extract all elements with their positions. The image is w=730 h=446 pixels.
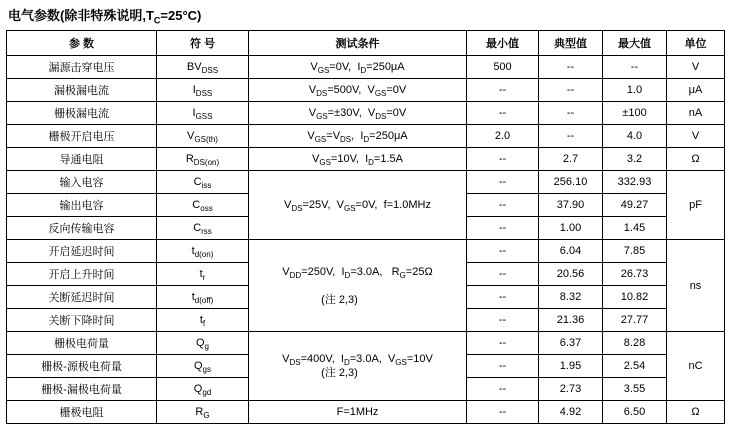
param-symbol: $Q_g$ — [157, 332, 249, 355]
param-symbol: $t_{d(on)}$ — [157, 240, 249, 263]
param-min: -- — [467, 309, 539, 332]
param-condition: F=1MHz — [249, 401, 467, 424]
param-name: 栅极电荷量 — [7, 332, 157, 355]
param-min: -- — [467, 79, 539, 102]
param-max: 8.28 — [603, 332, 667, 355]
param-typ: -- — [539, 79, 603, 102]
param-name: 栅极-漏极电荷量 — [7, 378, 157, 401]
param-min: -- — [467, 194, 539, 217]
param-min: -- — [467, 263, 539, 286]
param-max: 1.0 — [603, 79, 667, 102]
param-name: 栅极开启电压 — [7, 125, 157, 148]
param-max: 2.54 — [603, 355, 667, 378]
param-name: 反向传输电容 — [7, 217, 157, 240]
param-symbol: $Q_{gd}$ — [157, 378, 249, 401]
param-unit: Ω — [667, 401, 725, 424]
page-title — [8, 8, 724, 24]
page-title-subscript: C — [153, 15, 161, 26]
gate-charge-condition-note: (注 2,3) — [321, 367, 358, 379]
col-header-param: 参 数 — [7, 31, 157, 56]
param-symbol: $t_r$ — [157, 263, 249, 286]
param-name: 开启延迟时间 — [7, 240, 157, 263]
param-typ: 21.36 — [539, 309, 603, 332]
param-typ: 6.37 — [539, 332, 603, 355]
param-name: 栅极电阻 — [7, 401, 157, 424]
param-name: 开启上升时间 — [7, 263, 157, 286]
switching-condition: $V_{DD}=250V$, $I_D=3.0A$, $R_G=25\Omega$ (注 2,3) — [249, 240, 467, 332]
param-min: -- — [467, 332, 539, 355]
param-max: -- — [603, 56, 667, 79]
param-typ: 37.90 — [539, 194, 603, 217]
param-typ: 4.92 — [539, 401, 603, 424]
param-symbol: $I_{GSS}$ — [157, 102, 249, 125]
param-min: -- — [467, 378, 539, 401]
param-max: ±100 — [603, 102, 667, 125]
param-typ: 256.10 — [539, 171, 603, 194]
param-name: 漏源击穿电压 — [7, 56, 157, 79]
param-max: 10.82 — [603, 286, 667, 309]
capacitance-condition: $V_{DS}=25V$, $V_{GS}=0V$, f=1.0MHz — [249, 171, 467, 240]
switching-unit: ns — [667, 240, 725, 332]
electrical-parameters-table — [6, 30, 725, 424]
table-header-row — [7, 31, 725, 56]
param-min: -- — [467, 148, 539, 171]
param-unit: V — [667, 56, 725, 79]
param-min: -- — [467, 240, 539, 263]
table-row — [7, 148, 725, 171]
param-symbol: $t_f$ — [157, 309, 249, 332]
col-header-symbol: 符 号 — [157, 31, 249, 56]
param-symbol: $C_{rss}$ — [157, 217, 249, 240]
table-row — [7, 56, 725, 79]
param-condition: $V_{GS}=0V$, $I_D=250\mu A$ — [249, 56, 467, 79]
table-row — [7, 125, 725, 148]
param-name: 关断下降时间 — [7, 309, 157, 332]
param-unit: μA — [667, 79, 725, 102]
param-name: 输入电容 — [7, 171, 157, 194]
param-symbol: $Q_{gs}$ — [157, 355, 249, 378]
table-row — [7, 332, 725, 355]
param-typ: -- — [539, 125, 603, 148]
param-max: 49.27 — [603, 194, 667, 217]
col-header-condition: 测试条件 — [249, 31, 467, 56]
param-name: 栅极漏电流 — [7, 102, 157, 125]
param-unit: Ω — [667, 148, 725, 171]
param-symbol: $R_{DS(on)}$ — [157, 148, 249, 171]
param-name: 栅极-源极电荷量 — [7, 355, 157, 378]
param-condition: $V_{GS}=V_{DS}$, $I_D=250\mu A$ — [249, 125, 467, 148]
param-max: 3.55 — [603, 378, 667, 401]
param-typ: 2.73 — [539, 378, 603, 401]
param-min: -- — [467, 171, 539, 194]
param-typ: -- — [539, 56, 603, 79]
table-row — [7, 171, 725, 194]
param-unit: V — [667, 125, 725, 148]
table-row — [7, 240, 725, 263]
switching-condition-note: (注 2,3) — [321, 293, 358, 306]
param-max: 3.2 — [603, 148, 667, 171]
param-typ: 6.04 — [539, 240, 603, 263]
param-typ: 1.00 — [539, 217, 603, 240]
table-row — [7, 401, 725, 424]
param-condition: $V_{DS}=500V$, $V_{GS}=0V$ — [249, 79, 467, 102]
param-min: -- — [467, 102, 539, 125]
param-symbol: $C_{iss}$ — [157, 171, 249, 194]
param-max: 1.45 — [603, 217, 667, 240]
param-max: 26.73 — [603, 263, 667, 286]
page-title-suffix: =25°C) — [160, 8, 202, 23]
param-condition: $V_{GS}=10V$, $I_D=1.5A$ — [249, 148, 467, 171]
param-max: 6.50 — [603, 401, 667, 424]
param-max: 4.0 — [603, 125, 667, 148]
param-min: 2.0 — [467, 125, 539, 148]
param-max: 7.85 — [603, 240, 667, 263]
param-typ: -- — [539, 102, 603, 125]
param-name: 导通电阻 — [7, 148, 157, 171]
param-symbol: $I_{DSS}$ — [157, 79, 249, 102]
param-min: -- — [467, 355, 539, 378]
param-name: 漏极漏电流 — [7, 79, 157, 102]
param-min: -- — [467, 217, 539, 240]
param-typ: 8.32 — [539, 286, 603, 309]
param-min: -- — [467, 401, 539, 424]
table-row — [7, 102, 725, 125]
col-header-typ: 典型值 — [539, 31, 603, 56]
param-max: 27.77 — [603, 309, 667, 332]
param-symbol: $t_{d(off)}$ — [157, 286, 249, 309]
param-min: 500 — [467, 56, 539, 79]
capacitance-unit: pF — [667, 171, 725, 240]
col-header-min: 最小值 — [467, 31, 539, 56]
param-symbol: $R_G$ — [157, 401, 249, 424]
param-condition: $V_{GS}=\pm 30V$, $V_{DS}=0V$ — [249, 102, 467, 125]
param-name: 关断延迟时间 — [7, 286, 157, 309]
param-symbol: $V_{GS(th)}$ — [157, 125, 249, 148]
param-max: 332.93 — [603, 171, 667, 194]
param-symbol: $C_{oss}$ — [157, 194, 249, 217]
table-row — [7, 79, 725, 102]
col-header-max: 最大值 — [603, 31, 667, 56]
gate-charge-unit: nC — [667, 332, 725, 401]
param-unit: nA — [667, 102, 725, 125]
param-typ: 1.95 — [539, 355, 603, 378]
gate-charge-condition: $V_{DS}=400V$, $I_D=3.0A$, $V_{GS}=10V$ (注 2,3) — [249, 332, 467, 401]
param-typ: 2.7 — [539, 148, 603, 171]
param-typ: 20.56 — [539, 263, 603, 286]
page-title-prefix: 电气参数(除非特殊说明,T — [8, 8, 154, 23]
col-header-unit: 单位 — [667, 31, 725, 56]
param-name: 输出电容 — [7, 194, 157, 217]
param-min: -- — [467, 286, 539, 309]
param-symbol: $BV_{DSS}$ — [157, 56, 249, 79]
